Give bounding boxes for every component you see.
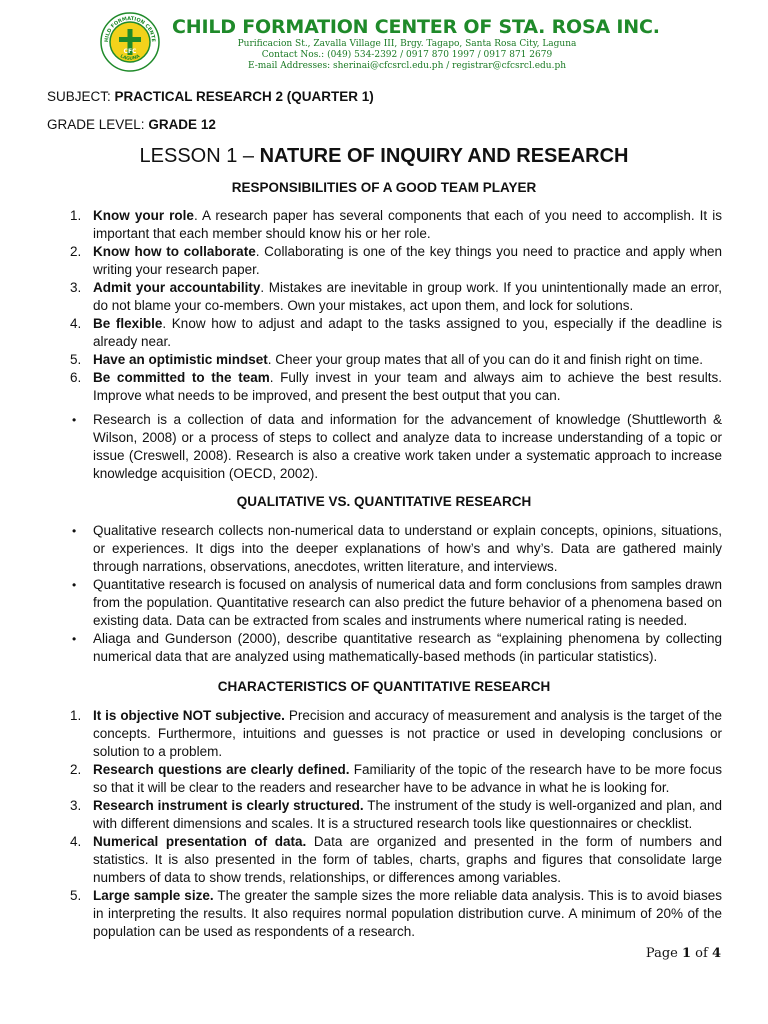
page-number: Page 1 of 4: [645, 946, 721, 961]
list-item: 4. Be flexible. Know how to adjust and adapt to the tasks assigned to you, especially if the deadline is already near.: [70, 316, 722, 349]
school-logo: [100, 12, 160, 72]
grade-line: [47, 117, 216, 132]
list-item: 1. Know your role. A research paper has several components that each of you need to accomplish. It is important that each member should know his or her role.: [70, 208, 722, 241]
list-item: • Qualitative research collects non-numerical data to understand or explain concepts, opinions, situations, or experiences. It digs into the deeper explanations of how’s and why’s. Data are gathered mainly through narrations, observations, anecdotes, written literature, and interviews.: [72, 523, 722, 574]
lesson-name: NATURE OF INQUIRY AND RESEARCH: [259, 145, 629, 167]
list-item: 2. Research questions are clearly defined. Familiarity of the topic of the research have to be more focus so that it will be clear to the readers and researcher have to be advance in what he is looking for.: [70, 762, 722, 795]
list-item: • Research is a collection of data and information for the advancement of knowledge (Shuttleworth & Wilson, 2008) or a process of steps to collect and analyze data to increase understanding of a topic or issue (Creswell, 2008). Research is also a creative work taken under a systematic approach to increase knowledge acquisition (OECD, 2002).: [72, 412, 722, 481]
list-item: 4. Numerical presentation of data. Data are organized and presented in the form of numbers and statistics. It is also presented in the form of tables, charts, graphs and figures that consolidate large numbers of data to show trends, relationships, or differences among variables.: [70, 834, 723, 885]
list-item: • Quantitative research is focused on analysis of numerical data and form conclusions from samples drawn from the population. Quantitative research can also predict the future behavior of a phenomena based on existing data. Data can be extracted from scales and instruments where numerical rating is needed.: [72, 577, 722, 628]
subject-line: [47, 89, 374, 104]
logo-initials: CFC: [123, 48, 137, 55]
list-item: 2. Know how to collaborate. Collaborating is one of the key things you need to practice and apply when writing your research paper.: [70, 244, 722, 277]
grade-value: GRADE 12: [148, 117, 216, 132]
list-item: 6. Be committed to the team. Fully invest in your team and always aim to achieve the best results. Improve what needs to be improved, and present the best output that you can.: [70, 370, 722, 403]
school-address: Purificacion St., Zavalla Village III, Brgy. Tagapo, Santa Rosa City, Laguna: [237, 39, 577, 49]
subject-label: SUBJECT:: [47, 89, 111, 104]
lesson-prefix: LESSON 1 –: [139, 145, 260, 167]
logo-ring-subtext: LAGUNA: [119, 54, 141, 62]
heading-characteristics: CHARACTERISTICS OF QUANTITATIVE RESEARCH: [217, 679, 551, 694]
school-email: E-mail Addresses: sherinai@cfcsrcl.edu.ph / registrar@cfcsrcl.edu.ph: [247, 61, 567, 71]
heading-team-player: RESPONSIBILITIES OF A GOOD TEAM PLAYER: [231, 180, 537, 195]
logo-ring-text: HILD FORMATION CENTE: [103, 15, 157, 43]
school-contact-block: [172, 39, 642, 72]
qualitative-quantitative-list: [70, 522, 722, 666]
list-item: 3. Admit your accountability. Mistakes are inevitable in group work. If you unintentionally made an error, do not blame your co-members. Own your mistakes, act upon them, and lock for solutions.: [70, 280, 722, 313]
letterhead: [100, 10, 720, 72]
research-definition: [70, 411, 722, 483]
team-player-list: [70, 207, 722, 405]
school-phone: Contact Nos.: (049) 534-2392 / 0917 870 1997 / 0917 871 2679: [261, 50, 553, 60]
subject-value: PRACTICAL RESEARCH 2 (QUARTER 1): [114, 89, 374, 104]
lesson-title: [0, 145, 768, 168]
list-item: • Aliaga and Gunderson (2000), describe quantitative research as “explaining phenomena by collecting numerical data that are analyzed using mathematically-based methods (in particular statistics).: [72, 631, 722, 664]
grade-label: GRADE LEVEL:: [47, 117, 145, 132]
list-item: 5. Large sample size. The greater the sample sizes the more reliable data analysis. This is to avoid biases in interpreting the results. It also requires normal population distribution curve. A minimum of 20% of the population can be used as respondents of a research.: [70, 888, 722, 939]
list-item: 3. Research instrument is clearly structured. The instrument of the study is well-organized and plan, and with different dimensions and scales. It is a structured research tools like questionnaires or checklist.: [70, 798, 722, 831]
list-item: 5. Have an optimistic mindset. Cheer your group mates that all of you can do it and finish right on time.: [70, 352, 704, 367]
characteristics-list: [70, 707, 722, 941]
list-item: 1. It is objective NOT subjective. Precision and accuracy of measurement and analysis is the target of the concepts. Furthermore, intuitions and guesses is not practice or used in developing conclusions or solution to a problem.: [70, 708, 722, 759]
school-name: CHILD FORMATION CENTER OF STA. ROSA INC.: [172, 16, 660, 38]
heading-qualitative-vs-quantitative: QUALITATIVE VS. QUANTITATIVE RESEARCH: [236, 494, 532, 509]
